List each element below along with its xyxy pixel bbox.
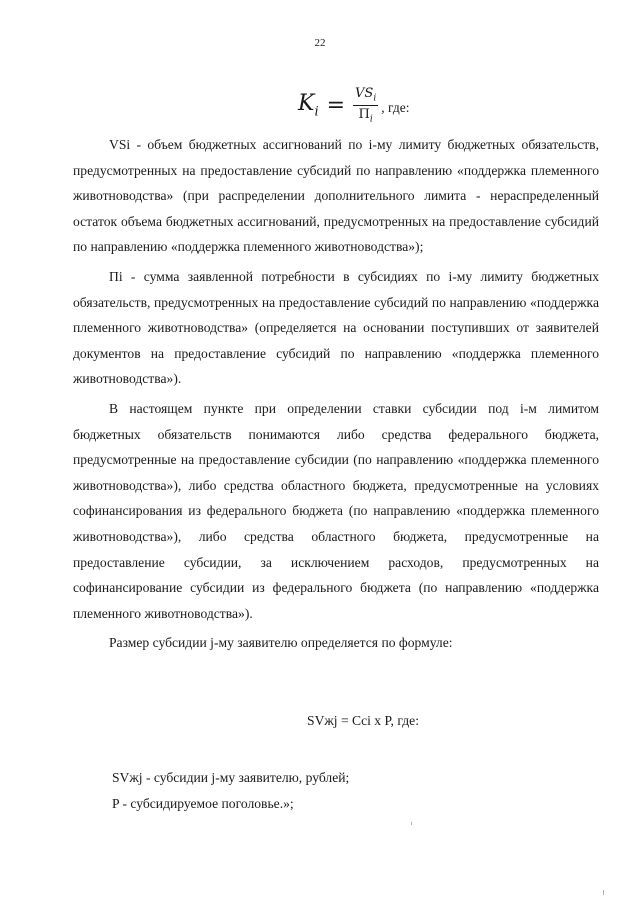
formula-numerator: $VS_i$ [355, 86, 377, 104]
formula-sv: SVжj = Cci x P, где: [307, 713, 419, 728]
formula-equals-sign: = [326, 92, 346, 118]
body-text [73, 132, 599, 656]
definition-p: P - субсидируемое поголовье.»; [112, 796, 294, 811]
formula-k [298, 86, 409, 124]
paragraph-pi-definition: Пi - сумма заявленной потребности в субсидиях по i-му лимиту бюджетных обязательств, предусмотренных на предоставление субсидий по направлению «поддержка племенного животноводства» (определяется на основании поступивших от заявителей документов на предоставление субсидий по направлению «поддержка племенного животноводства»). [73, 268, 599, 387]
formula-fraction [353, 86, 378, 124]
formula-k-lhs: $K_i$ [298, 90, 319, 120]
formula-denominator: $П_i$ [358, 106, 373, 125]
paragraph-vsi-definition: VSi - объем бюджетных ассигнований по i-му лимиту бюджетных обязательств, предусмотренных на предоставление субсидий по направлению «поддержка племенного животноводства» (при распределении дополнительного лимита - нераспределенный остаток объема бюджетных ассигнований, предусмотренных на предоставление субсидий по направлению «поддержка племенного животноводства»); [73, 137, 599, 255]
page-number: 22 [314, 37, 326, 49]
scan-speck [603, 890, 604, 895]
formula-tail: , где: [381, 100, 410, 116]
paragraph-subsidy-size-intro: Размер субсидии j-му заявителю определяется по формуле: [109, 635, 453, 651]
paragraph-limit-explanation: В настоящем пункте при определении ставки субсидии под i-м лимитом бюджетных обязательств понимаются либо средства федерального бюджета, предусмотренные на предоставление субсидии (по направлению «поддержка племенного животноводства»), либо средства областного бюджета, предусмотренные на условиях софинансирования из федерального бюджета (по направлению «поддержка племенного животноводства»), либо средства областного бюджета, предусмотренные на предоставление субсидии, за исключением расходов, предусмотренных на софинансирование субсидии из федерального бюджета (по направлению «поддержка племенного животноводства»). [73, 400, 599, 621]
scan-speck [411, 822, 412, 825]
definition-svj: SVжj - субсидии j-му заявителю, рублей; [112, 770, 350, 785]
